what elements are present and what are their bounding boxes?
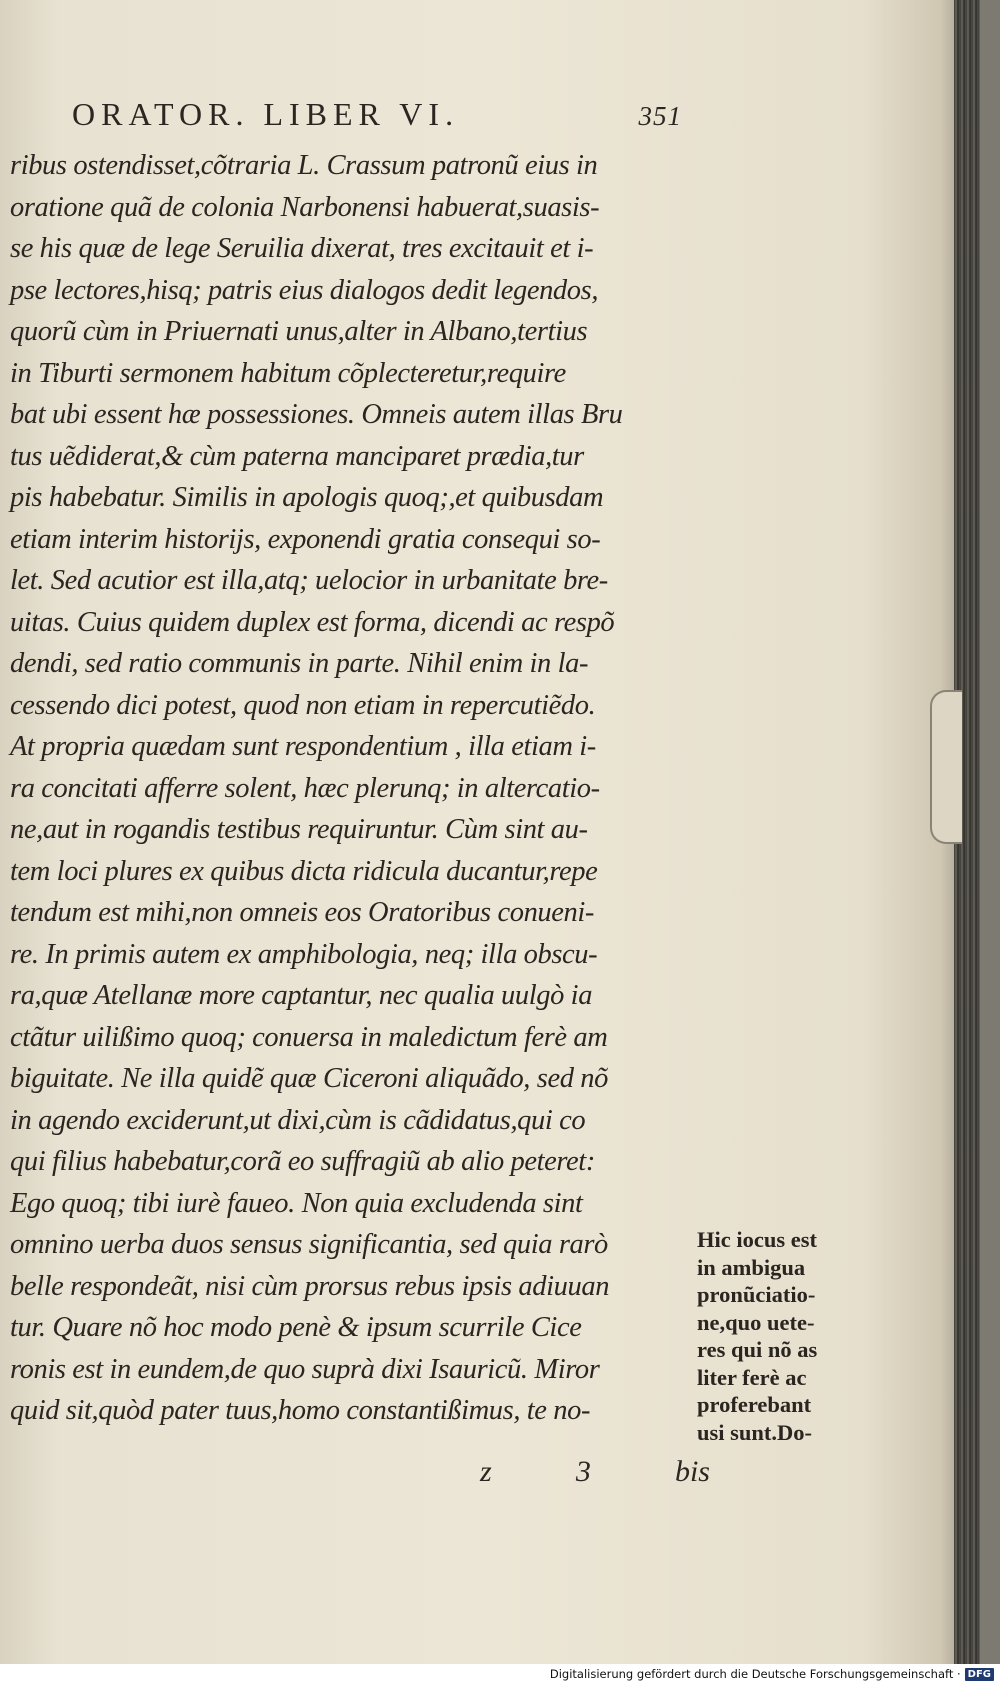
text-line: in agendo exciderunt,ut dixi,cùm is cãdidatus,qui co [10,1104,586,1136]
digitization-footer [0,1664,1000,1684]
marginal-note-line: res qui nõ as [697,1337,818,1362]
signature-mark: z [480,1455,492,1488]
dfg-logo: DFG [965,1668,994,1681]
main-text-block [10,145,690,1432]
marginal-note [697,1226,877,1446]
text-line: dendi, sed ratio communis in parte. Nihil enim in la- [10,648,589,679]
text-line: pis habebatur. Similis in apologis quoq;,et quibusdam [10,482,604,513]
text-line: quorũ cùm in Priuernati unus,alter in Albano,tertius [10,316,588,347]
text-line: cessendo dici potest, quod non etiam in repercutiẽdo. [10,689,596,721]
text-line: Ego quoq; tibi iurè faueo. Non quia excludenda sint [10,1187,583,1219]
marginal-note-line: in ambigua [697,1254,806,1280]
text-line: etiam interim historijs, exponendi gratia consequi so- [10,523,601,555]
signature-line [480,1455,710,1489]
signature-number: 3 [575,1455,591,1488]
text-line: At propria quædam sunt respondentium , illa etiam i- [10,731,596,762]
text-line: ronis est in eundem,de quo suprà dixi Isauricũ. Miror [10,1353,600,1385]
text-line: tem loci plures ex quibus dicta ridicula ducantur,repe [10,855,598,887]
text-line: ra concitati afferre solent, hæc plerunq; in altercatio- [10,772,600,804]
text-line: ne,aut in rogandis testibus requiruntur. Cùm sint au- [10,814,588,845]
page-number: 351 [638,101,682,131]
text-line: ribus ostendisset,cõtraria L. Crassum patronũ eius in [10,150,598,181]
text-line: se his quæ de lege Seruilia dixerat, tres excitauit et i- [10,233,594,264]
running-title: ORATOR. LIBER VI. [72,96,460,132]
text-line: pse lectores,hisq; patris eius dialogos dedit legendos, [10,274,599,306]
marginal-note-line: liter ferè ac [697,1364,807,1390]
marginal-note-line: usi sunt.Do- [697,1419,813,1445]
footer-credit: Digitalisierung gefördert durch die Deutsche Forschungsgemeinschaft · [549,1667,961,1681]
text-line: tus uẽdiderat,& cùm paterna manciparet prædia,tur [10,440,584,472]
text-line: omnino uerba duos sensus significantia, sed quia rarò [10,1229,608,1260]
text-line: tendum est mihi,non omneis eos Oratoribus conueni- [10,897,594,928]
marginal-note-line: ne,quo uete- [697,1309,815,1335]
text-line: in Tiburti sermonem habitum cõplecteretur,require [10,357,566,389]
text-line: tur. Quare nõ hoc modo penè & ipsum scurrile Cice [10,1312,582,1343]
catchword: bis [674,1455,710,1488]
marginal-note-line: Hic iocus est [697,1227,817,1252]
text-line: ctãtur uilißimo quoq; conuersa in maledictum ferè am [10,1021,608,1053]
page-fold-tab [930,690,962,844]
running-header [72,96,682,140]
text-line: oratione quã de colonia Narbonensi habuerat,suasis- [10,191,600,223]
text-line: belle respondeãt, nisi cùm prorsus rebus ipsis adiuuan [10,1270,610,1302]
text-line: qui filius habebatur,corã eo suffragiũ ab alio peteret: [10,1146,595,1177]
text-line: let. Sed acutior est illa,atq; uelocior in urbanitate bre- [10,565,608,596]
text-line: biguitate. Ne illa quidẽ quæ Ciceroni aliquãdo, sed nõ [10,1063,608,1094]
text-line: quid sit,quòd pater tuus,homo constantißimus, te no- [10,1395,591,1426]
text-line: bat ubi essent hæ possessiones. Omneis autem illas Bru [10,399,623,430]
marginal-note-line: proferebant [697,1392,812,1417]
marginal-note-line: pronũciatio- [697,1282,816,1307]
text-line: uitas. Cuius quidem duplex est forma, dicendi ac respõ [10,606,615,638]
text-line: re. In primis autem ex amphibologia, neq; illa obscu- [10,938,598,970]
text-line: ra,quæ Atellanæ more captantur, nec qualia uulgò ia [10,980,593,1011]
